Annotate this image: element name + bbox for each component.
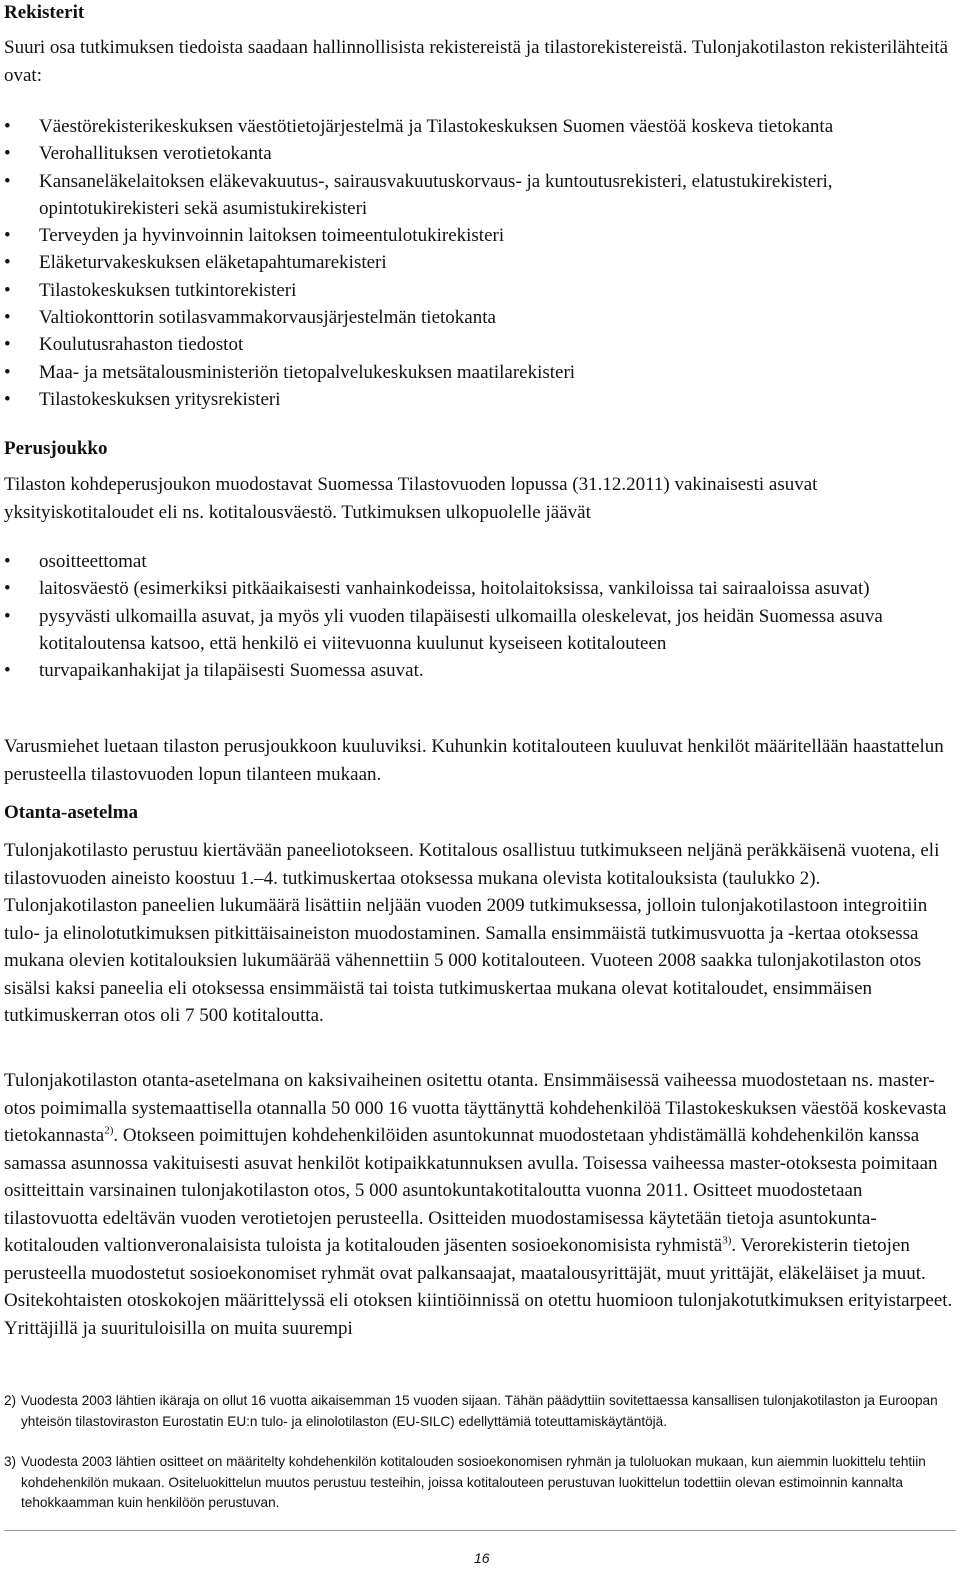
text-run: . Verorekisterin tietojen perusteella muodostetut sosioekonomiset ryhmät ovat palkansaajat, maatalousyrittäjät, muut yrittäjät, eläkeläiset ja muut. Ositekohtaisten otoskokojen määrittelyssä eli otoksen kiintiöinnissä on otettu huomioon tulonjakotutkimuksen erityistarpeet. Yrittäjillä ja suurituloisilla on muita suurempi	[4, 1235, 953, 1339]
list-item: • laitosväestö (esimerkiksi pitkäaikaisesti vanhainkodeissa, hoitolaitoksissa, vankiloissa tai sairaaloissa asuvat)	[4, 575, 956, 602]
list-item: • turvapaikanhakijat ja tilapäisesti Suomessa asuvat.	[4, 657, 956, 684]
footnote-ref-2: 2)	[104, 1124, 114, 1137]
exclusion-list	[4, 548, 956, 684]
footnote-text: Vuodesta 2003 lähtien ositteet on määritelty kohdehenkilön kotitalouden sosioekonomisen ryhmän ja tuloluokan mukaan, kun aiemmin luokittelu tehtiin kohdehenkilön mukaan. Ositeluokittelun muutos perustuu testeihin, joissa kotitalouteen perustuvan luokittelun todettiin olevan estimoinnin kannalta tehokkaamman kuin henkilöön perustuvan.	[21, 1454, 926, 1510]
footnote-number: 2)	[4, 1393, 17, 1408]
list-item: • Koulutusrahaston tiedostot	[4, 331, 956, 358]
page-divider	[4, 1530, 956, 1531]
footnote-3	[4, 1452, 944, 1514]
footnote-number: 3)	[4, 1454, 17, 1469]
footnote-text: Vuodesta 2003 lähtien ikäraja on ollut 16 vuotta aikaisemman 15 vuoden sijaan. Tähän päädyttiin sovitettaessa kansallisen tulonjakotilaston ja Euroopan yhteisön tilastoviraston Eurostatin EU:n tulo- ja elinolotilaston (EU-SILC) edellyttämiä toteuttamiskäytäntöjä.	[21, 1393, 938, 1429]
list-item: • Kansaneläkelaitoksen eläkevakuutus-, sairausvakuutuskorvaus- ja kuntoutusrekisteri, elatustukirekisteri, opintotukirekisteri sekä asumistukirekisteri	[4, 168, 956, 223]
perusjoukko-intro: Tilaston kohdeperusjoukon muodostavat Suomessa Tilastovuoden lopussa (31.12.2011) vakinaisesti asuvat yksityiskotitaloudet eli ns. kotitalousväestö. Tutkimuksen ulkopuolelle jäävät	[4, 474, 818, 523]
rekisterit-intro: Suuri osa tutkimuksen tiedoista saadaan hallinnollisista rekistereistä ja tilastorekistereistä. Tulonjakotilaston rekisterilähteitä ovat:	[4, 37, 949, 86]
page-number: 16	[474, 1550, 490, 1566]
heading-otanta-asetelma: Otanta-asetelma	[4, 802, 139, 823]
list-item: • Tilastokeskuksen yritysrekisteri	[4, 386, 956, 413]
list-item: • Väestörekisterikeskuksen väestötietojärjestelmä ja Tilastokeskuksen Suomen väestöä koskeva tietokanta	[4, 113, 956, 140]
list-item: • Valtiokonttorin sotilasvammakorvausjärjestelmän tietokanta	[4, 304, 956, 331]
text-run: Tulonjakotilaston otanta-asetelmana on kaksivaiheinen ositettu otanta. Ensimmäisessä vaiheessa muodostetaan ns. master-otos poimimalla systemaattisella otannalla 50 000 16 vuotta täyttänyttä kohdehenkilöä Tilastokeskuksen väestöä koskevasta tietokannasta	[4, 1070, 947, 1146]
list-item: • osoitteettomat	[4, 548, 956, 575]
registry-list	[4, 113, 956, 413]
otanta-paragraph-2	[4, 1067, 956, 1342]
heading-rekisterit: Rekisterit	[4, 2, 85, 23]
perusjoukko-outro: Varusmiehet luetaan tilaston perusjoukkoon kuuluviksi. Kuhunkin kotitalouteen kuuluvat henkilöt määritellään haastattelun perusteella tilastovuoden lopun tilanteen mukaan.	[4, 736, 944, 785]
text-run: . Otokseen poimittujen kohdehenkilöiden asuntokunnat muodostetaan yhdistämällä kohdehenkilön kanssa samassa asunnossa vakituisesti asuvat henkilöt kotipaikkatunnuksen avulla. Toisessa vaiheessa master-otoksesta poimitaan ositteittain varsinainen tulonjakotilaston otos, 5 000 asuntokuntakotitaloutta vuonna 2011. Ositteet muodostetaan tilastovuotta edeltävän vuoden verotietojen perusteella. Ositteiden muodostamisessa käytetään tietoja asuntokuntakotitalouden valtionveronalaisista tuloista ja kotitalouden jäsenten sosioekonomisista ryhmistä	[4, 1125, 938, 1256]
list-item: • Maa- ja metsätalousministeriön tietopalvelukeskuksen maatilarekisteri	[4, 359, 956, 386]
otanta-paragraph-1: Tulonjakotilasto perustuu kiertävään paneeliotokseen. Kotitalous osallistuu tutkimukseen neljänä peräkkäisenä vuotena, eli tilastovuoden aineisto koostuu 1.–4. tutkimuskertaa otoksessa mukana olevista kotitalouksista (taulukko 2). Tulonjakotilaston paneelien lukumäärä lisättiin neljään vuoden 2009 tutkimuksessa, jolloin tulonjakotilastoon integroitiin tulo- ja elinolotutkimuksen pitkittäisaineiston muodostaminen. Samalla ensimmäistä tutkimusvuotta ja -kertaa otoksessa mukana olevien kotitalouksien lukumäärää vähennettiin 5 000 kotitalouteen. Vuoteen 2008 saakka tulonjakotilaston otos sisälsi kaksi paneelia eli otoksessa ensimmäistä tai toista tutkimuskertaa mukana olevat kotitaloudet, ensimmäisen tutkimuskerran otos oli 7 500 kotitaloutta.	[4, 840, 940, 1026]
list-item: • Tilastokeskuksen tutkintorekisteri	[4, 277, 956, 304]
list-item: • Terveyden ja hyvinvoinnin laitoksen toimeentulotukirekisteri	[4, 222, 956, 249]
footnote-2	[4, 1391, 944, 1432]
footnote-ref-3: 3)	[722, 1234, 732, 1247]
heading-perusjoukko: Perusjoukko	[4, 438, 108, 459]
list-item: • Verohallituksen verotietokanta	[4, 140, 956, 167]
list-item: • pysyvästi ulkomailla asuvat, ja myös yli vuoden tilapäisesti ulkomailla oleskelevat, jos heidän Suomessa asuva kotitaloutensa katsoo, että henkilö ei viitevuonna kuulunut kyseiseen kotitalouteen	[4, 603, 956, 658]
list-item: • Eläketurvakeskuksen eläketapahtumarekisteri	[4, 249, 956, 276]
